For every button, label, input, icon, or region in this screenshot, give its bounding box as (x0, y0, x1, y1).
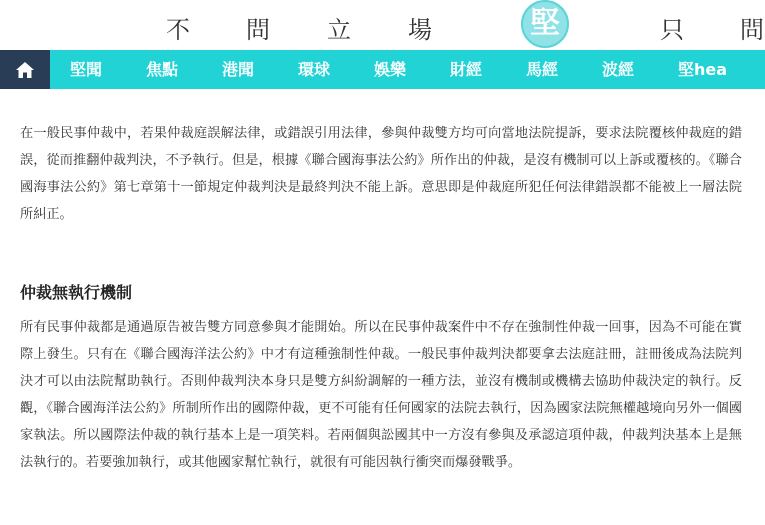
logo-char: 堅 (530, 6, 560, 41)
section-heading: 仲裁無執行機制 (20, 283, 133, 302)
main-nav (0, 50, 765, 89)
slogan-char: 場 (408, 16, 432, 44)
slogan-char: 不 (166, 16, 190, 44)
article-paragraph: 在一般民事仲裁中，若果仲裁庭誤解法律，或錯誤引用法律，參與仲裁雙方均可向當地法院提訴，要求法院覆核仲裁庭的錯誤，從而推翻仲裁判決，不予執行。但是，根據《聯合國海事法公約》所作出的仲裁，是沒有機制可以上訴或覆核的。《聯合國海事法公約》第七章第十一節規定仲裁判決是最終判決不能上訴。意思即是仲裁庭所犯任何法律錯誤都不能被上一層法院所糾正。 (20, 126, 742, 222)
site-logo[interactable] (521, 0, 569, 48)
nav-item-world[interactable]: 環球 (298, 60, 331, 79)
article-paragraph: 所有民事仲裁都是通過原告被告雙方同意參與才能開始。所以在民事仲裁案件中不存在強制性仲裁一回事，因為不可能在實際上發生。只有在《聯合國海洋法公約》中才有這種強制性仲裁。一般民事仲裁判決都要拿去法庭註冊，註冊後成為法院判決才可以由法院幫助執行。否則仲裁判決本身只是雙方糾紛調解的一種方法，並沒有機制或機構去協助仲裁決定的執行。反觀，《聯合國海洋法公約》所制所作出的國際仲裁，更不可能有任何國家的法院去執行，因為國家法院無權越境向另外一個國家執法。所以國際法仲裁的執行基本上是一項笑料。若兩個與訟國其中一方沒有參與及承認這項仲裁，仲裁判決基本上是無法執行的。若要強加執行，或其他國家幫忙執行，就很有可能因執行衝突而爆發戰爭。 (20, 320, 742, 470)
slogan-char: 問 (740, 16, 764, 44)
nav-item-racing[interactable]: 馬經 (526, 60, 559, 79)
nav-item-jian-hea[interactable]: 堅hea (678, 60, 728, 79)
nav-item-jian-news[interactable]: 堅聞 (70, 60, 103, 79)
article-body-section (20, 314, 742, 476)
slogan-char: 問 (246, 16, 270, 44)
nav-item-entertainment[interactable]: 娛樂 (374, 60, 407, 79)
nav-item-focus[interactable]: 焦點 (146, 60, 179, 79)
article-body (20, 120, 742, 228)
slogan-char: 立 (327, 16, 351, 44)
nav-item-finance[interactable]: 財經 (450, 60, 483, 79)
slogan-char: 只 (660, 16, 684, 44)
home-icon (15, 61, 35, 79)
nav-item-football[interactable]: 波經 (602, 60, 635, 79)
home-button[interactable] (0, 50, 50, 89)
nav-item-hk-news[interactable]: 港聞 (222, 60, 255, 79)
masthead (0, 0, 765, 50)
